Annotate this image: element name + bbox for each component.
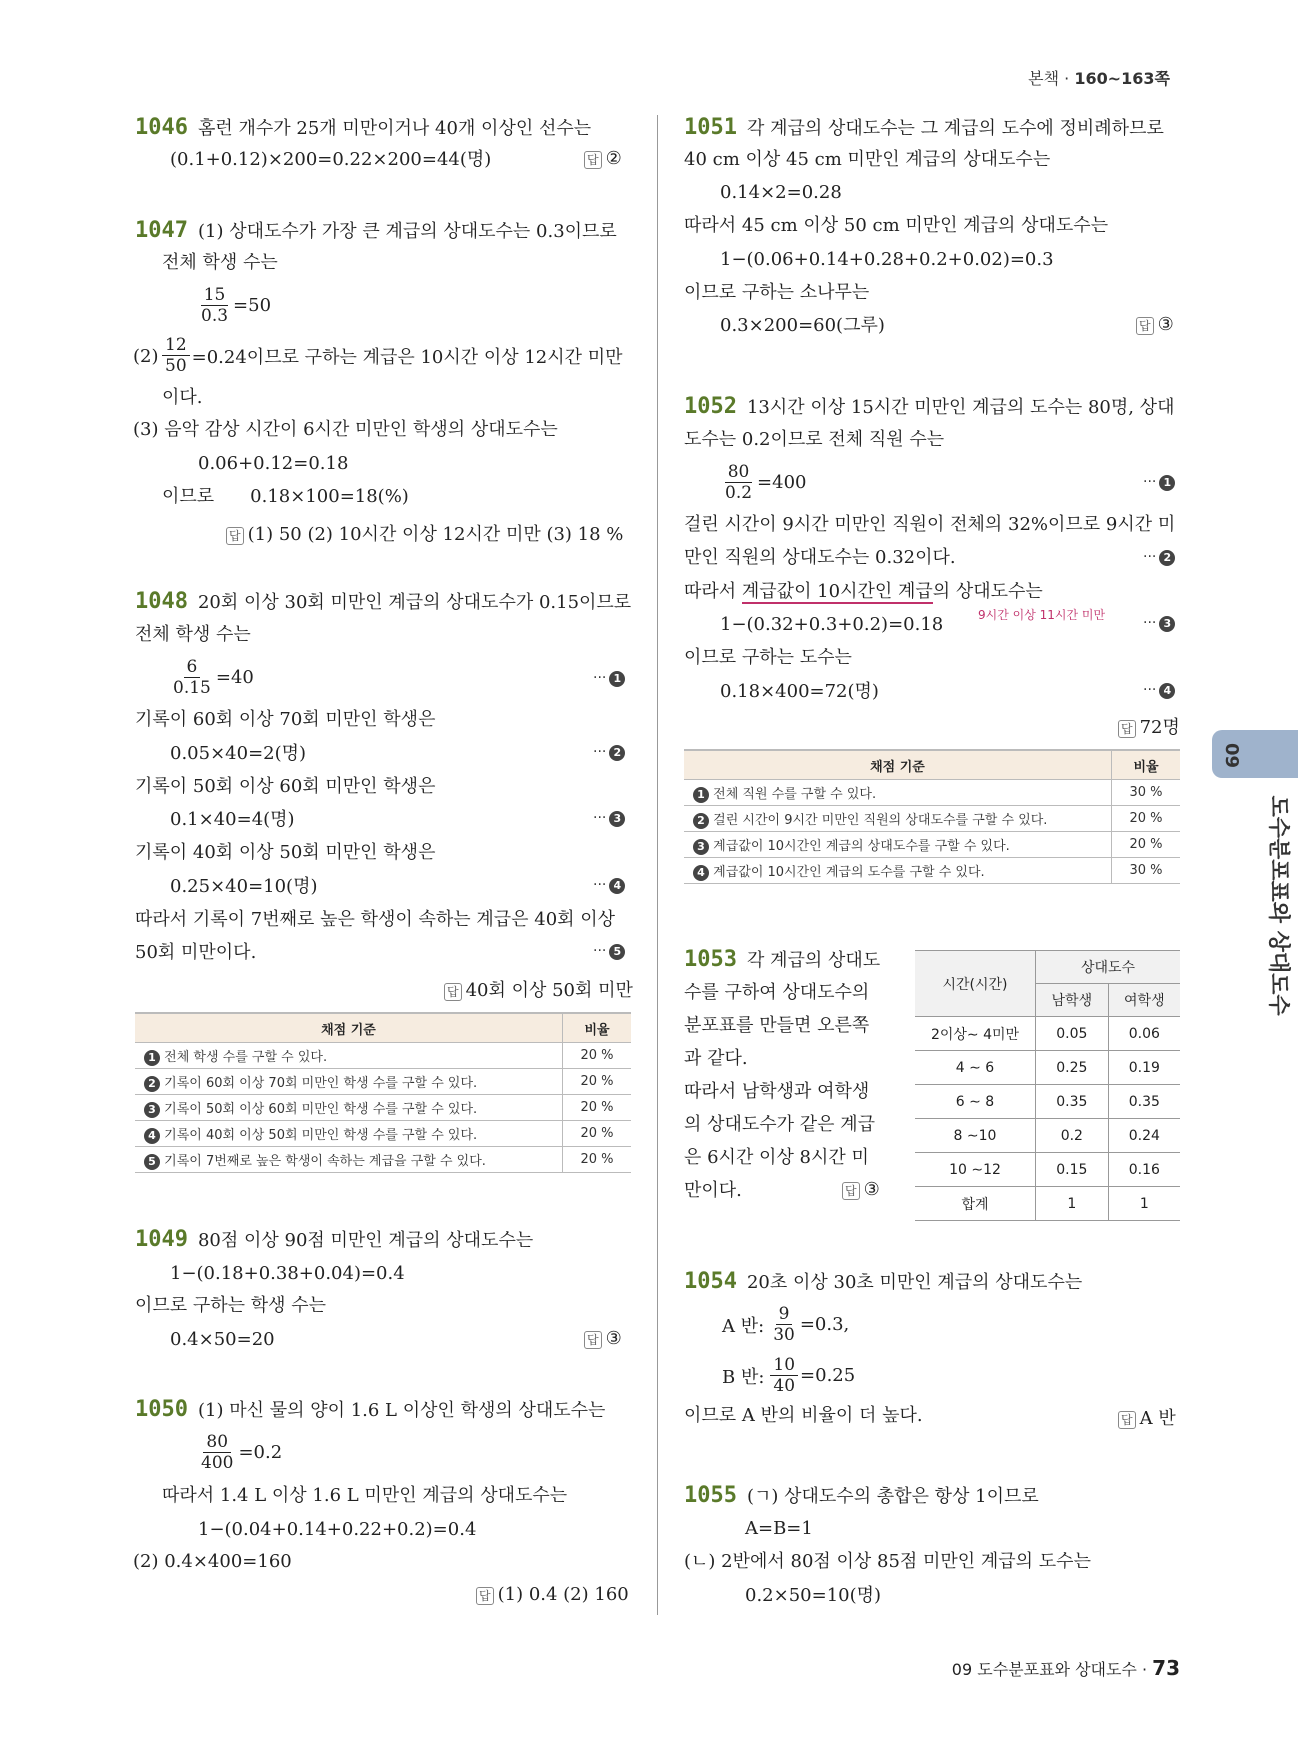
equation: 0.18×400=72(명) [720, 681, 879, 702]
equation: (0.1+0.12)×200=0.22×200=44(명) [170, 149, 492, 170]
table-row: 2이상∼ 4미만 0.05 0.06 [915, 1017, 1180, 1051]
problem-1046: 1046 홈런 개수가 25개 미만이거나 40개 이상인 선수는 [135, 115, 592, 140]
step-marker: ··· 3 [1143, 615, 1175, 632]
problem-1048: 1048 20회 이상 30회 미만인 계급의 상대도수가 0.15이므로 [135, 589, 632, 614]
text-line: 기록이 60회 이상 70회 미만인 학생은 [135, 709, 436, 730]
table-row: 8 ∼10 0.2 0.24 [915, 1119, 1180, 1153]
text-line: 이다. [162, 387, 203, 408]
text-line: 수를 구하여 상대도수의 [684, 982, 870, 1003]
table-row: 10 ∼12 0.15 0.16 [915, 1153, 1180, 1187]
text-line: (ㄴ) 2반에서 80점 이상 85점 미만인 계급의 도수는 [684, 1551, 1091, 1572]
text-line: 이므로 구하는 학생 수는 [135, 1295, 327, 1316]
header-criteria: 채점 기준 [135, 1013, 563, 1043]
answer: 답 (1) 0.4 (2) 160 [476, 1584, 629, 1605]
answer: 답 (1) 50 (2) 10시간 이상 12시간 미만 (3) 18 % [226, 520, 623, 546]
step-marker: ··· 3 [593, 810, 625, 827]
table-row: 2 기록이 60회 이상 70회 미만인 학생 수를 구할 수 있다. 20 % [135, 1069, 631, 1095]
problem-1051: 1051 각 계급의 상대도수는 그 계급의 도수에 정비례하므로 [684, 115, 1164, 140]
page-number: 73 [1152, 1656, 1180, 1680]
equation: 0.05×40=2(명) [170, 743, 307, 764]
text-line: 도수는 0.2이므로 전체 직원 수는 [684, 429, 945, 450]
table-row: 2 걸린 시간이 9시간 미만인 직원의 상대도수를 구할 수 있다. 20 % [684, 806, 1180, 832]
text-line: 따라서 45 cm 이상 50 cm 미만인 계급의 상대도수는 [684, 215, 1109, 236]
scoring-table-1052 [684, 749, 1180, 884]
answer: 답 ③ [1136, 314, 1174, 335]
answer: 답 ② [584, 148, 622, 169]
step-marker: ··· 5 [593, 943, 625, 960]
text-line: 이므로 0.18×100=18(%) [162, 486, 409, 507]
header-male: 남학생 [1036, 984, 1109, 1017]
equation: 1−(0.04+0.14+0.22+0.2)=0.4 [198, 1519, 477, 1540]
header-female: 여학생 [1108, 984, 1180, 1017]
text-line: (3) 음악 감상 시간이 6시간 미만인 학생의 상대도수는 [133, 419, 558, 440]
text-line: 기록이 40회 이상 50회 미만인 학생은 [135, 842, 436, 863]
table-row: 4 ∼ 6 0.25 0.19 [915, 1051, 1180, 1085]
page-footer: 09 도수분포표와 상대도수 · 73 [951, 1656, 1180, 1680]
equation: 1−(0.06+0.14+0.28+0.2+0.02)=0.3 [720, 249, 1054, 270]
equation: 0.4×50=20 [170, 1329, 275, 1350]
table-row: 5 기록이 7번째로 높은 학생이 속하는 계급을 구할 수 있다. 20 % [135, 1147, 631, 1173]
header-criteria: 채점 기준 [684, 750, 1112, 780]
step-marker: ··· 1 [593, 670, 625, 687]
problem-1047: 1047 (1) 상대도수가 가장 큰 계급의 상대도수는 0.3이므로 [135, 218, 617, 243]
text-line: 만인 직원의 상대도수는 0.32이다. [684, 547, 956, 568]
answer: 답 40회 이상 50회 미만 [444, 976, 633, 1002]
text-line: 과 같다. [684, 1048, 748, 1069]
answer: 답 ③ [842, 1179, 880, 1200]
problem-1055: 1055 (ㄱ) 상대도수의 총합은 항상 1이므로 [684, 1483, 1039, 1508]
text-line: 이므로 구하는 도수는 [684, 647, 852, 668]
annotation-note: 9시간 이상 11시간 미만 [978, 608, 1106, 622]
fraction: $\frac{12}{50}$ =0.24이므로 구하는 계급은 10시간 이상 12시간 미만 [162, 335, 623, 376]
problem-1050: 1050 (1) 마신 물의 양이 1.6 L 이상인 학생의 상대도수는 [135, 1397, 606, 1422]
fraction: $\frac{15}{0.3}$ =50 [201, 285, 272, 326]
step-marker: ··· 2 [593, 744, 625, 761]
problem-1053: 1053 각 계급의 상대도 [684, 947, 881, 972]
fraction: A 반: $\frac{9}{30}$ =0.3, [722, 1304, 850, 1345]
text-line: 따라서 계급값이 10시간인 계급의 상대도수는 [684, 581, 1043, 602]
equation: A=B=1 [745, 1518, 813, 1539]
text-line: 이므로 A 반의 비율이 더 높다. [684, 1405, 923, 1426]
problem-1054: 1054 20초 이상 30초 미만인 계급의 상대도수는 [684, 1269, 1083, 1294]
step-marker: ··· 4 [593, 877, 625, 894]
table-row: 1 전체 직원 수를 구할 수 있다. 30 % [684, 780, 1180, 806]
header-time: 시간(시간) [915, 951, 1036, 1017]
equation: 0.14×2=0.28 [720, 182, 842, 203]
text-line: 40 cm 이상 45 cm 미만인 계급의 상대도수는 [684, 149, 1051, 170]
column-divider [657, 115, 658, 1615]
text-line: 전체 학생 수는 [162, 252, 278, 273]
chapter-title: 도수분포표와 상대도수 [1265, 795, 1291, 1016]
table-row: 1 전체 학생 수를 구할 수 있다. 20 % [135, 1043, 631, 1069]
table-row: 4 기록이 40회 이상 50회 미만인 학생 수를 구할 수 있다. 20 % [135, 1121, 631, 1147]
fraction: $\frac{80}{400}$ =0.2 [201, 1432, 283, 1473]
equation: (2) 0.4×400=160 [133, 1551, 292, 1572]
equation: 0.1×40=4(명) [170, 809, 295, 830]
problem-1052: 1052 13시간 이상 15시간 미만인 계급의 도수는 80명, 상대 [684, 394, 1175, 419]
equation: 0.3×200=60(그루) [720, 315, 885, 336]
text-line: 따라서 1.4 L 이상 1.6 L 미만인 계급의 상대도수는 [162, 1485, 568, 1506]
text-line: 전체 학생 수는 [135, 624, 251, 645]
header-relative-frequency: 상대도수 [1036, 951, 1181, 984]
header-ratio: 비율 [1112, 750, 1181, 780]
table-row-total: 합계 1 1 [915, 1187, 1180, 1221]
equation: 0.2×50=10(명) [745, 1585, 882, 1606]
text-line: 기록이 50회 이상 60회 미만인 학생은 [135, 776, 436, 797]
equation: 1−(0.18+0.38+0.04)=0.4 [170, 1263, 405, 1284]
step-marker: ··· 4 [1143, 682, 1175, 699]
text-line: 의 상대도수가 같은 계급 [684, 1114, 876, 1135]
header-ratio: 비율 [563, 1013, 632, 1043]
step-marker: ··· 1 [1143, 474, 1175, 491]
fraction: $\frac{6}{0.15}$ =40 [173, 657, 254, 698]
chapter-number: 09 [1221, 742, 1243, 769]
equation: 0.25×40=10(명) [170, 876, 318, 897]
table-row: 3 계급값이 10시간인 계급의 상대도수를 구할 수 있다. 20 % [684, 832, 1180, 858]
scoring-table-1048 [135, 1012, 631, 1173]
text-line: 은 6시간 이상 8시간 미 [684, 1147, 869, 1168]
footer-chapter: 09 도수분포표와 상대도수 [951, 1660, 1137, 1679]
text-line: 만이다. [684, 1180, 742, 1201]
step-marker: ··· 2 [1143, 549, 1175, 566]
text-line: (2) [133, 346, 159, 367]
equation: 1−(0.32+0.3+0.2)=0.18 [720, 614, 944, 635]
text-line: 이므로 구하는 소나무는 [684, 282, 870, 303]
table-row: 6 ∼ 8 0.35 0.35 [915, 1085, 1180, 1119]
answer: 답 72명 [1118, 713, 1180, 739]
text-line: 걸린 시간이 9시간 미만인 직원이 전체의 32%이므로 9시간 미 [684, 514, 1176, 535]
answer: 답 A 반 [1118, 1404, 1176, 1430]
fraction: $\frac{80}{0.2}$ =400 [725, 462, 807, 503]
table-row: 3 기록이 50회 이상 60회 미만인 학생 수를 구할 수 있다. 20 % [135, 1095, 631, 1121]
page-reference: 본책 · 160∼163쪽 [1028, 69, 1170, 88]
problem-1049: 1049 80점 이상 90점 미만인 계급의 상대도수는 [135, 1227, 534, 1252]
text-line: 50회 미만이다. [135, 942, 257, 963]
text-line: 따라서 기록이 7번째로 높은 학생이 속하는 계급은 40회 이상 [135, 909, 616, 930]
equation: 0.06+0.12=0.18 [198, 453, 349, 474]
text-line: 따라서 남학생과 여학생 [684, 1081, 870, 1102]
fraction: B 반: $\frac{10}{40}$ =0.25 [722, 1355, 856, 1396]
table-row: 4 계급값이 10시간인 계급의 도수를 구할 수 있다. 30 % [684, 858, 1180, 884]
text-line: 분포표를 만들면 오른쪽 [684, 1015, 870, 1036]
answer: 답 ③ [584, 1328, 622, 1349]
relative-frequency-table [915, 950, 1180, 1221]
